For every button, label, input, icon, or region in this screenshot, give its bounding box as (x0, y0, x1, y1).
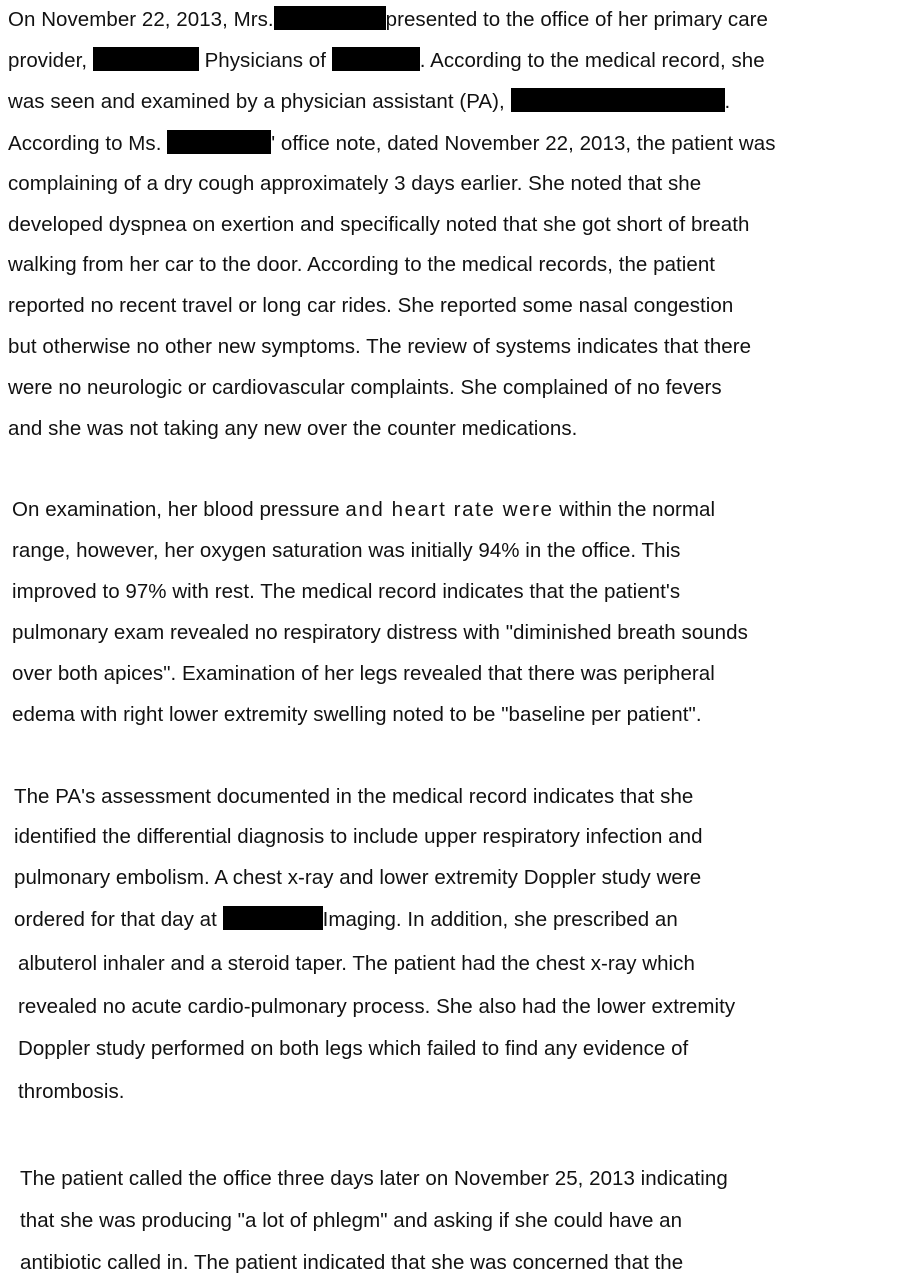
redaction-box (511, 88, 725, 112)
line-text: and heart rate were (345, 498, 554, 521)
text-line (8, 130, 776, 157)
text-line: improved to 97% with rest. The medical record indicates that the patient's (12, 580, 681, 603)
line-text: . According to the medical record, she (419, 49, 765, 72)
text-line: albuterol inhaler and a steroid taper. The patient had the chest x-ray which (18, 952, 695, 975)
text-line: developed dyspnea on exertion and specifically noted that she got short of breath (8, 213, 750, 236)
text-line: walking from her car to the door. According to the medical records, the patient (8, 253, 716, 276)
redaction-box (223, 906, 323, 930)
line-text: Physicians of (204, 49, 327, 72)
text-line: edema with right lower extremity swelling noted to be "baseline per patient". (12, 703, 702, 726)
text-line: revealed no acute cardio-pulmonary process. She also had the lower extremity (18, 995, 736, 1018)
text-line: that she was producing "a lot of phlegm" and asking if she could have an (20, 1209, 683, 1232)
text-line: The PA's assessment documented in the medical record indicates that she (14, 785, 694, 808)
text-line: thrombosis. (18, 1080, 125, 1103)
line-text: On November 22, 2013, Mrs. (8, 8, 274, 31)
line-text: provider, (8, 49, 88, 72)
line-text: within the normal (559, 498, 716, 521)
redaction-box (332, 47, 420, 71)
line-text: presented to the office of her primary care (385, 8, 769, 31)
text-line: pulmonary exam revealed no respiratory distress with "diminished breath sounds (12, 621, 748, 644)
text-line: but otherwise no other new symptoms. The review of systems indicates that there (8, 335, 752, 358)
text-line: were no neurologic or cardiovascular complaints. She complained of no fevers (8, 376, 722, 399)
line-text: was seen and examined by a physician assistant (PA), (8, 90, 505, 113)
text-line: identified the differential diagnosis to include upper respiratory infection and (14, 825, 703, 848)
redaction-box (274, 6, 386, 30)
text-line: complaining of a dry cough approximately 3 days earlier. She noted that she (8, 172, 702, 195)
text-line: Doppler study performed on both legs which failed to find any evidence of (18, 1037, 689, 1060)
text-line: pulmonary embolism. A chest x-ray and lower extremity Doppler study were (14, 866, 702, 889)
line-text: On examination, her blood pressure (12, 498, 340, 521)
line-text: . (724, 90, 731, 113)
redaction-box (167, 130, 271, 154)
line-text: According to Ms. (8, 132, 162, 155)
text-line: range, however, her oxygen saturation was initially 94% in the office. This (12, 539, 681, 562)
text-line: reported no recent travel or long car rides. She reported some nasal congestion (8, 294, 734, 317)
line-text: ' office note, dated November 22, 2013, the patient was (271, 132, 776, 155)
text-line: The patient called the office three days later on November 25, 2013 indicating (20, 1167, 728, 1190)
line-text: ordered for that day at (14, 908, 217, 931)
text-line (8, 88, 730, 115)
text-line: over both apices". Examination of her legs revealed that there was peripheral (12, 662, 715, 685)
text-line (14, 906, 678, 933)
text-line (8, 6, 768, 33)
line-text: Imaging. In addition, she prescribed an (322, 908, 678, 931)
text-line: antibiotic called in. The patient indicated that she was concerned that the (20, 1251, 684, 1274)
text-line (12, 497, 715, 523)
text-line: and she was not taking any new over the counter medications. (8, 417, 578, 440)
redaction-box (93, 47, 199, 71)
text-line (8, 47, 765, 74)
